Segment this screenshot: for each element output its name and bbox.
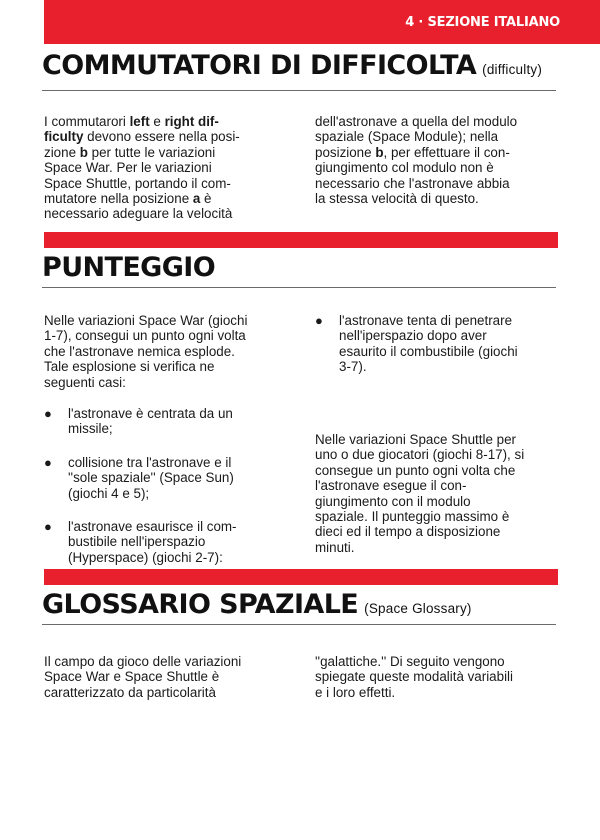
- punteggio-title: PUNTEGGIO: [42, 252, 216, 283]
- bullet-icon: ●: [44, 454, 52, 470]
- difficulty-paragraph-1: I commutarori left e right dif- ficulty devono essere nella posi- zione b per tutte le variazioni Space War. Per le variazioni Space Shuttle, portando il com- mutatore nella posizione a è necessario adeguare la velocità: [44, 114, 240, 222]
- bullet-item: [44, 455, 280, 501]
- section-divider-bar-1: [44, 232, 558, 248]
- bullet-item: [44, 519, 280, 565]
- header-bar: [44, 0, 600, 44]
- difficulty-title: COMMUTATORI DI DIFFICOLTA (difficulty): [42, 50, 543, 81]
- punteggio-col-1: [44, 313, 280, 565]
- glossario-col-2: [315, 654, 560, 700]
- glossario-rule: [42, 624, 556, 625]
- bullet-icon: ●: [315, 313, 323, 328]
- bullet-text: l'astronave è centrata da un missile;: [68, 406, 233, 437]
- punteggio-shuttle-text: Nelle variazioni Space Shuttle per uno o due giocatori (giochi 8-17), si consegue un punto ogni volta che l'astronave esegue il con- giungimento con il modulo spaziale. Il punteggio massimo è dieci ed il tempo a disposizione minuti.: [315, 432, 525, 555]
- difficulty-rule: [42, 90, 556, 91]
- difficulty-subtitle: (difficulty): [482, 62, 543, 77]
- punteggio-col-2-paragraph: [315, 432, 560, 555]
- difficulty-paragraph-2: dell'astronave a quella del modulo spaziale (Space Module); nella posizione b, per effettuare il con- giungimento col modulo non è necessario che l'astronave abbia la stessa velocità di questo.: [315, 114, 518, 207]
- punteggio-rule: [42, 287, 556, 288]
- bullet-text: l'astronave tenta di penetrare nell'iperspazio dopo aver esaurito il combustibile (giochi 3-7).: [339, 313, 518, 375]
- bullet-icon: ●: [44, 519, 52, 535]
- glossario-subtitle: (Space Glossary): [364, 601, 472, 616]
- bullet-text: collisione tra l'astronave e il ''sole spaziale'' (Space Sun) (giochi 4 e 5);: [68, 454, 234, 501]
- glossario-col-1: [44, 654, 280, 700]
- difficulty-col-2: [315, 114, 560, 206]
- bullet-text: l'astronave esaurisce il com- bustibile nell'iperspazio (Hyperspace) (giochi 2-7):: [68, 519, 237, 565]
- bullet-item: [315, 313, 560, 375]
- difficulty-col-1: [44, 114, 280, 222]
- glossario-paragraph-1: Il campo da gioco delle variazioni Space War e Space Shuttle è caratterizzato da particolarità: [44, 654, 242, 700]
- section-divider-bar-2: [44, 569, 558, 585]
- glossario-title: GLOSSARIO SPAZIALE (Space Glossary): [42, 589, 472, 620]
- punteggio-intro: Nelle variazioni Space War (giochi 1-7), consegui un punto ogni volta che l'astronave nemica esplode. Tale esplosione si verifica ne seguenti casi:: [44, 313, 248, 390]
- bullet-icon: ●: [44, 406, 52, 422]
- punteggio-col-2: [315, 313, 560, 375]
- bullet-item: [44, 406, 280, 437]
- glossario-paragraph-2: ''galattiche.'' Di seguito vengono spiegate queste modalità variabili e i loro effetti.: [315, 654, 514, 700]
- section-label: 4 · SEZIONE ITALIANO: [405, 14, 560, 30]
